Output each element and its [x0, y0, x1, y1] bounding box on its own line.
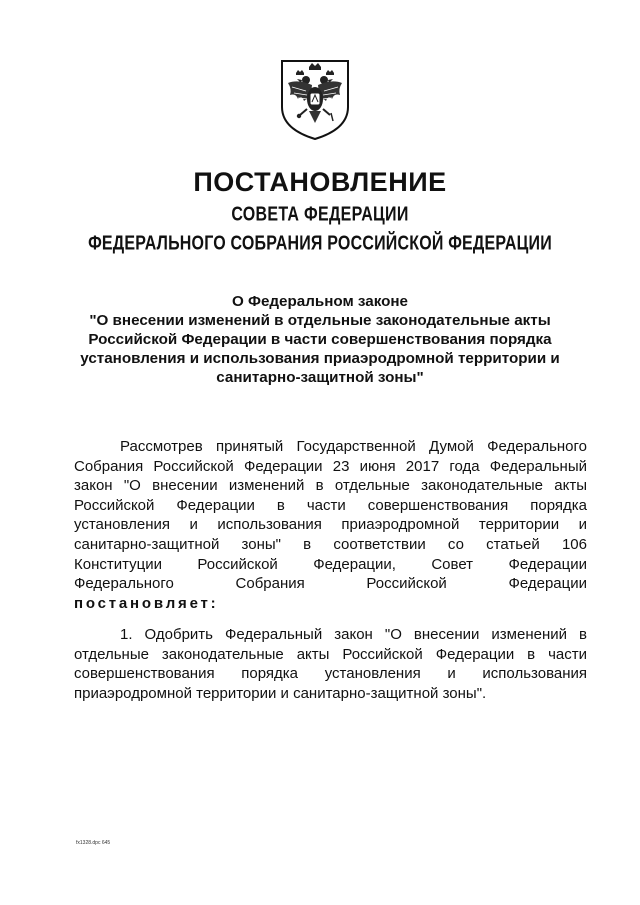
paragraph-line: Федерального Собрания Российской Федерации [74, 575, 587, 593]
resolves-line [74, 594, 587, 614]
paragraph-line: установления и использования приаэродромной территории и [74, 516, 587, 534]
subject-line: "О внесении изменений в отдельные законодательные акты [89, 312, 551, 329]
paragraph-preamble [74, 437, 587, 613]
subject-line: Российской Федерации в части совершенствования порядка [88, 331, 552, 348]
paragraph-line: Конституции Российской Федерации, Совет Федерации [74, 555, 587, 573]
paragraph-line: совершенствования порядка установления и использования [74, 665, 587, 683]
resolves-word: постановляет: [74, 594, 219, 612]
coat-of-arms-icon [276, 55, 354, 141]
document-issuer-full: ФЕДЕРАЛЬНОГО СОБРАНИЯ РОССИЙСКОЙ ФЕДЕРАЦИИ [88, 233, 552, 255]
document-issuer: СОВЕТА ФЕДЕРАЦИИ [231, 204, 409, 226]
paragraph-item-1 [74, 625, 587, 703]
paragraph-line: отдельные законодательные акты Российской Федерации в части [74, 645, 587, 663]
footer-code: fx1328.dpc 645 [76, 840, 111, 846]
document-title: ПОСТАНОВЛЕНИЕ [193, 167, 447, 197]
paragraph-line: санитарно-защитной зоны" в соответствии со статьей 106 [74, 535, 587, 553]
paragraph-line: Рассмотрев принятый Государственной Думой Федерального [120, 438, 587, 455]
document-subject [60, 292, 580, 387]
paragraph-line: приаэродромной территории и санитарно-защитной зоны". [74, 684, 487, 702]
paragraph-line: Российской Федерации в части совершенствования порядка [74, 496, 587, 514]
subject-line: О Федеральном законе [231, 293, 409, 310]
paragraph-line: 1. Одобрить Федеральный закон "О внесении изменений в [120, 626, 587, 643]
paragraph-line: Собрания Российской Федерации 23 июня 2017 года Федеральный [74, 457, 587, 475]
subject-line: установления и использования приаэродромной территории и [80, 350, 560, 367]
paragraph-line: закон "О внесении изменений в отдельные законодательные акты [74, 477, 587, 495]
subject-line: санитарно-защитной зоны" [216, 369, 424, 386]
